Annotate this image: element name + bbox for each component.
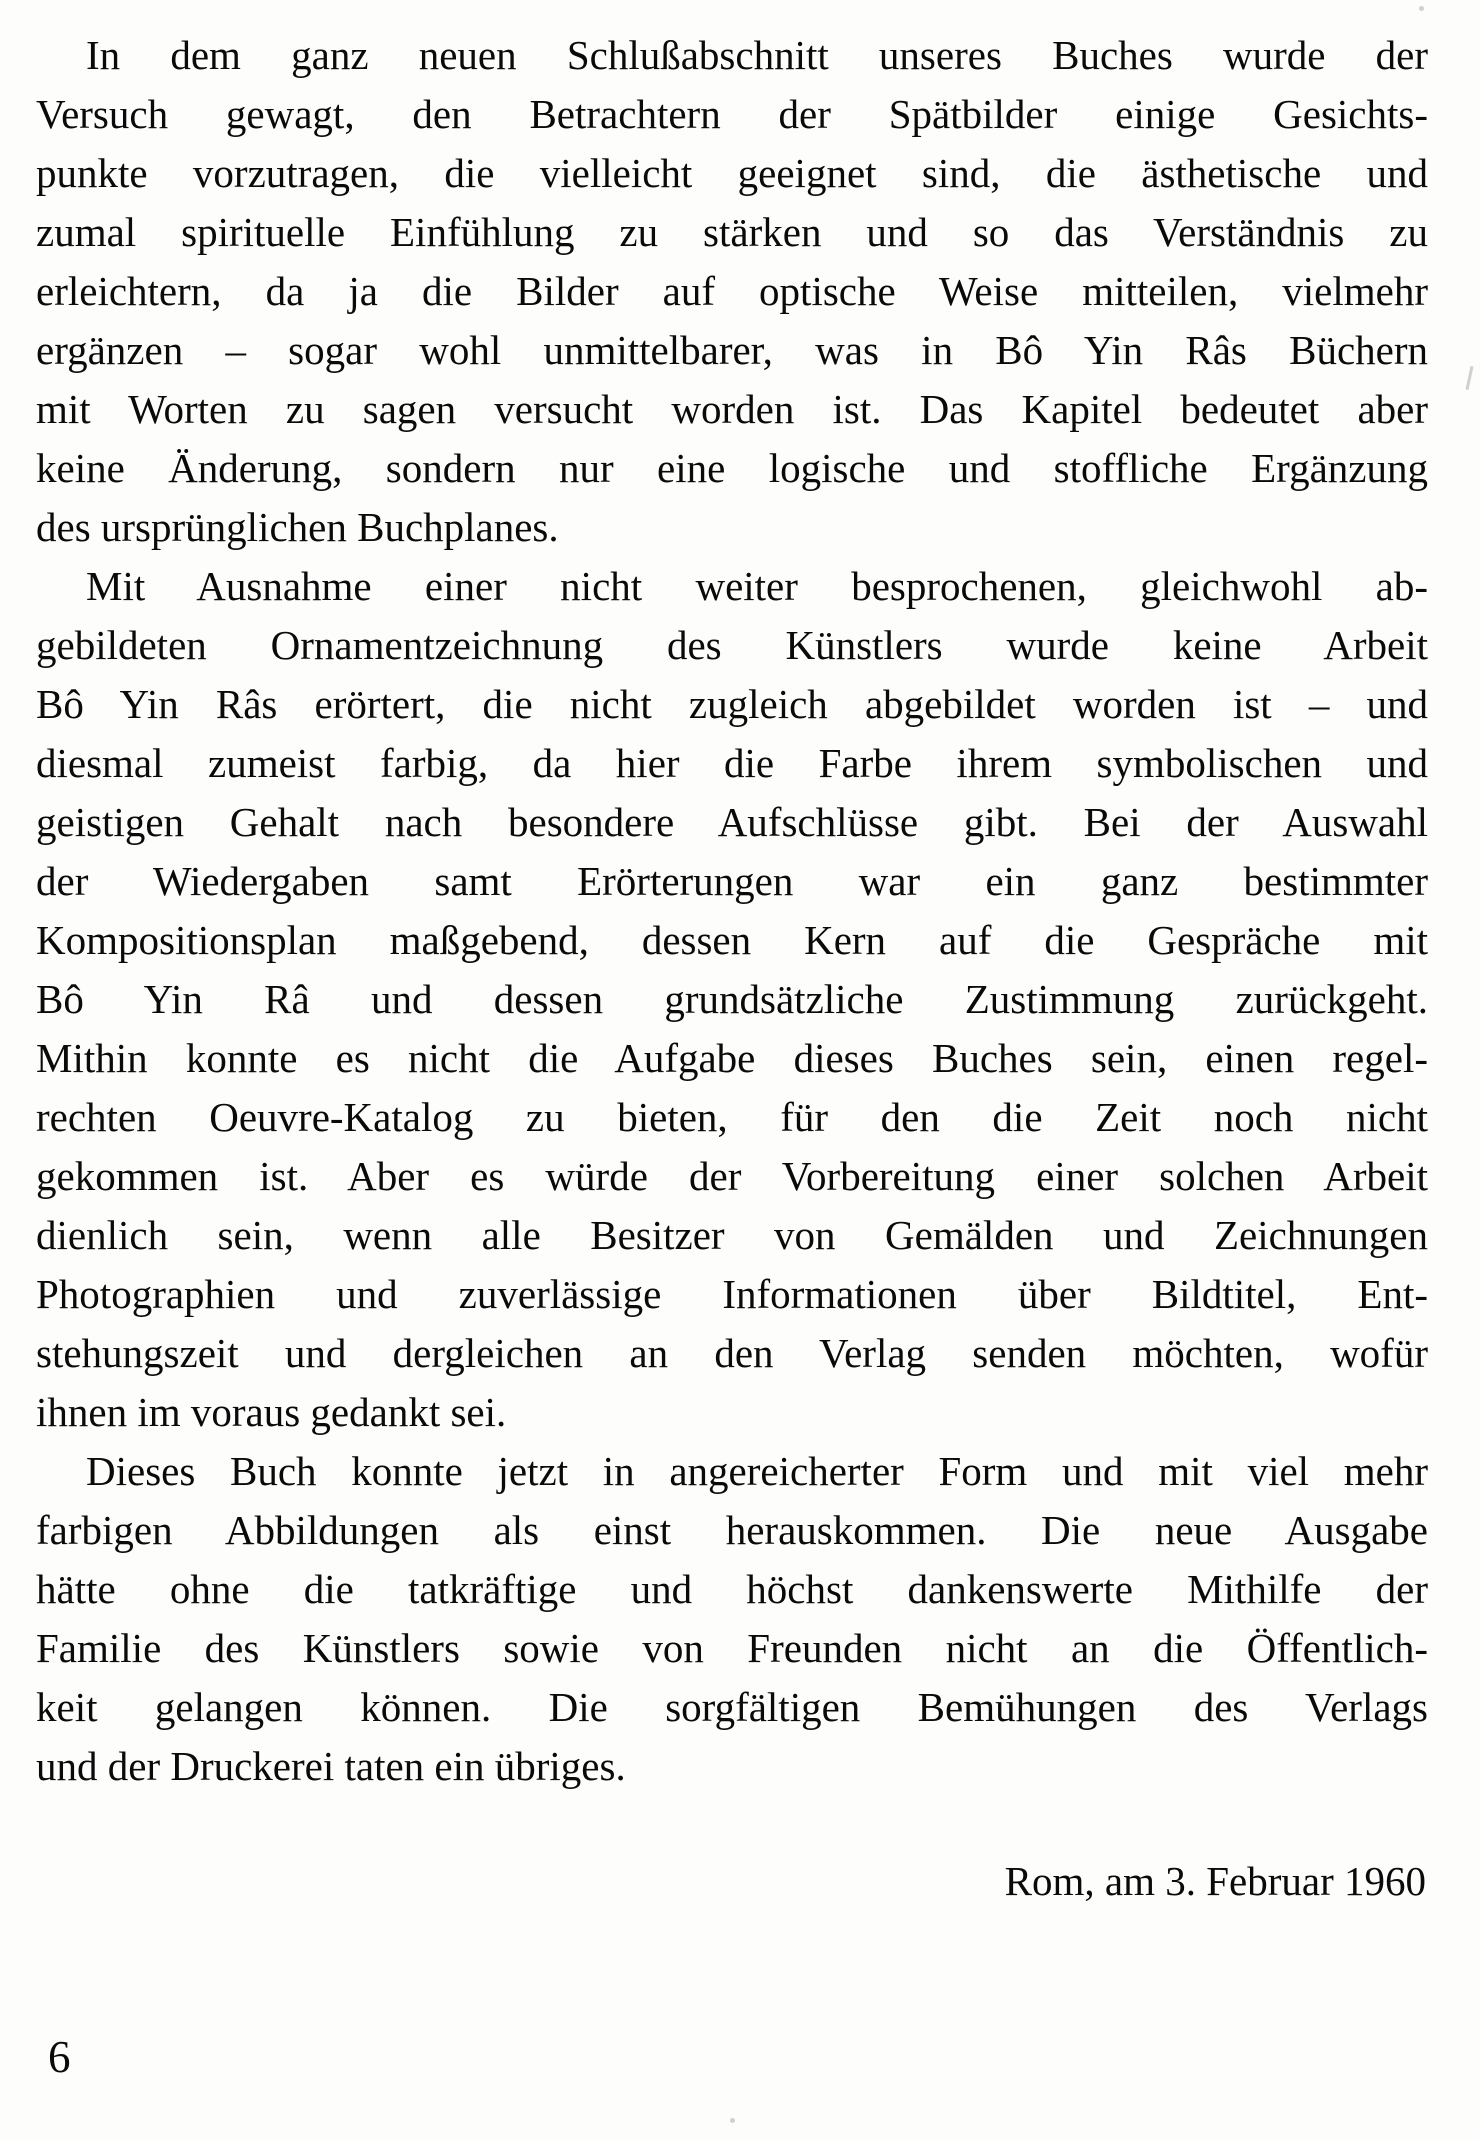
text-line: und der Druckerei taten ein übriges.: [36, 1743, 626, 1789]
dateline: Rom, am 3. Februar 1960: [1004, 1858, 1426, 1904]
text-line: zumal spirituelle Einfühlung zu stärken und so das Verständnis zu: [36, 209, 1428, 255]
text-line: ergänzen – sogar wohl unmittelbarer, was in Bô Yin Râs Büchern: [36, 327, 1428, 373]
text-line: Bô Yin Râs erörtert, die nicht zugleich abgebildet worden ist – und: [36, 681, 1428, 727]
scan-artifact: [1419, 6, 1424, 11]
text-line: rechten Oeuvre-Katalog zu bieten, für den die Zeit noch nicht: [36, 1094, 1428, 1140]
text-line: stehungszeit und dergleichen an den Verlag senden möchten, wofür: [36, 1330, 1428, 1376]
text-line: keine Änderung, sondern nur eine logische und stoffliche Ergänzung: [36, 445, 1428, 491]
text-line: Versuch gewagt, den Betrachtern der Spätbilder einige Gesichts-: [36, 91, 1428, 137]
text-line: Mit Ausnahme einer nicht weiter besprochenen, gleichwohl ab-: [86, 563, 1428, 609]
text-line: der Wiedergaben samt Erörterungen war ein ganz bestimmter: [36, 858, 1428, 904]
text-line: dienlich sein, wenn alle Besitzer von Gemälden und Zeichnungen: [36, 1212, 1428, 1258]
text-line: In dem ganz neuen Schlußabschnitt unseres Buches wurde der: [86, 32, 1428, 78]
text-line: ihnen im voraus gedankt sei.: [36, 1389, 507, 1435]
scan-artifact: [730, 2118, 735, 2123]
text-line: geistigen Gehalt nach besondere Aufschlüsse gibt. Bei der Auswahl: [36, 799, 1428, 845]
text-line: hätte ohne die tatkräftige und höchst dankenswerte Mithilfe der: [36, 1566, 1428, 1612]
text-line: Kompositionsplan maßgebend, dessen Kern auf die Gespräche mit: [36, 917, 1428, 963]
text-line: Bô Yin Râ und dessen grundsätzliche Zustimmung zurückgeht.: [36, 976, 1428, 1022]
text-line: keit gelangen können. Die sorgfältigen Bemühungen des Verlags: [36, 1684, 1428, 1730]
text-line: gekommen ist. Aber es würde der Vorbereitung einer solchen Arbeit: [36, 1153, 1428, 1199]
text-line: Photographien und zuverlässige Informationen über Bildtitel, Ent-: [36, 1271, 1428, 1317]
text-line: Familie des Künstlers sowie von Freunden nicht an die Öffentlich-: [36, 1625, 1428, 1671]
text-line: Dieses Buch konnte jetzt in angereicherter Form und mit viel mehr: [86, 1448, 1428, 1494]
text-line: gebildeten Ornamentzeichnung des Künstlers wurde keine Arbeit: [36, 622, 1428, 668]
text-line: Mithin konnte es nicht die Aufgabe dieses Buches sein, einen regel-: [36, 1035, 1428, 1081]
text-line: mit Worten zu sagen versucht worden ist. Das Kapitel bedeutet aber: [36, 386, 1428, 432]
text-line: diesmal zumeist farbig, da hier die Farbe ihrem symbolischen und: [36, 740, 1428, 786]
text-line: punkte vorzutragen, die vielleicht geeignet sind, die ästhetische und: [36, 150, 1428, 196]
scan-artifact: [1466, 366, 1474, 390]
text-line: erleichtern, da ja die Bilder auf optische Weise mitteilen, vielmehr: [36, 268, 1428, 314]
text-line: farbigen Abbildungen als einst herauskommen. Die neue Ausgabe: [36, 1507, 1428, 1553]
body-text: [36, 26, 1428, 1796]
page-number: 6: [48, 2032, 71, 2082]
text-line: des ursprünglichen Buchplanes.: [36, 504, 559, 550]
